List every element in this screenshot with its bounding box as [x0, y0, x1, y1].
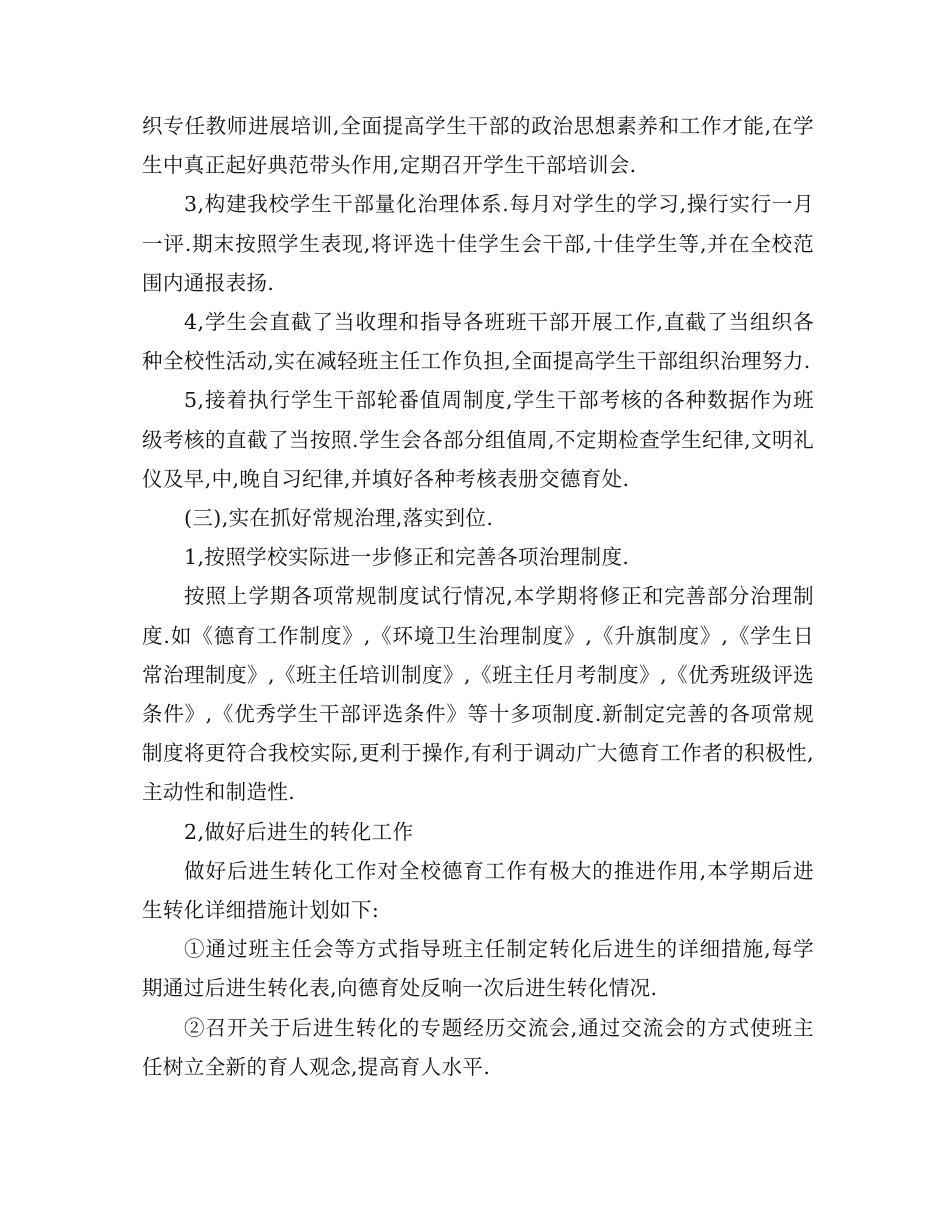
list-item-1: ①通过班主任会等方式指导班主任制定转化后进生的详细措施,每学期通过后进生转化表,向德育处反响一次后进生转化情况.: [142, 937, 814, 1001]
paragraph-item-3: 3,构建我校学生干部量化治理体系.每月对学生的学习,操行实行一月一评.期末按照学生表现,将评选十佳学生会干部,十佳学生等,并在全校范围内通报表扬.: [142, 192, 814, 295]
document-body: [142, 107, 814, 1087]
paragraph-item-5: 5,接着执行学生干部轮番值周制度,学生干部考核的各种数据作为班级考核的直截了当按照.学生会各部分组值周,不定期检查学生纪律,文明礼仪及早,中,晚自习纪律,并填好各种考核表册交德育处.: [142, 388, 814, 491]
section-heading-3: (三),实在抓好常规治理,落实到位.: [184, 506, 494, 531]
paragraph-item-4: 4,学生会直截了当收理和指导各班班干部开展工作,直截了当组织各种全校性活动,实在减轻班主任工作负担,全面提高学生干部组织治理努力.: [142, 310, 814, 374]
list-item-2: ②召开关于后进生转化的专题经历交流会,通过交流会的方式使班主任树立全新的育人观念,提高育人水平.: [142, 1015, 814, 1079]
paragraph-transformation-plan: 做好后进生转化工作对全校德育工作有极大的推进作用,本学期后进生转化详细措施计划如下:: [142, 858, 814, 923]
subheading-2: 2,做好后进生的转化工作: [184, 819, 414, 844]
subheading-1: 1,按照学校实际进一步修正和完善各项治理制度.: [184, 545, 630, 570]
paragraph-regulations: 按照上学期各项常规制度试行情况,本学期将修正和完善部分治理制度.如《德育工作制度》,《环境卫生治理制度》,《升旗制度》,《学生日常治理制度》,《班主任培训制度》,《班主任月考制度》,《优秀班级评选条件》,《优秀学生干部评选条件》等十多项制度.新制定完善的各项常规制度将更符合我校实际,更利于操作,有利于调动广大德育工作者的积极性,主动性和制造性.: [142, 584, 814, 805]
paragraph-continuation: 织专任教师进展培训,全面提高学生干部的政治思想素养和工作才能,在学生中真正起好典范带头作用,定期召开学生干部培训会.: [142, 114, 814, 178]
